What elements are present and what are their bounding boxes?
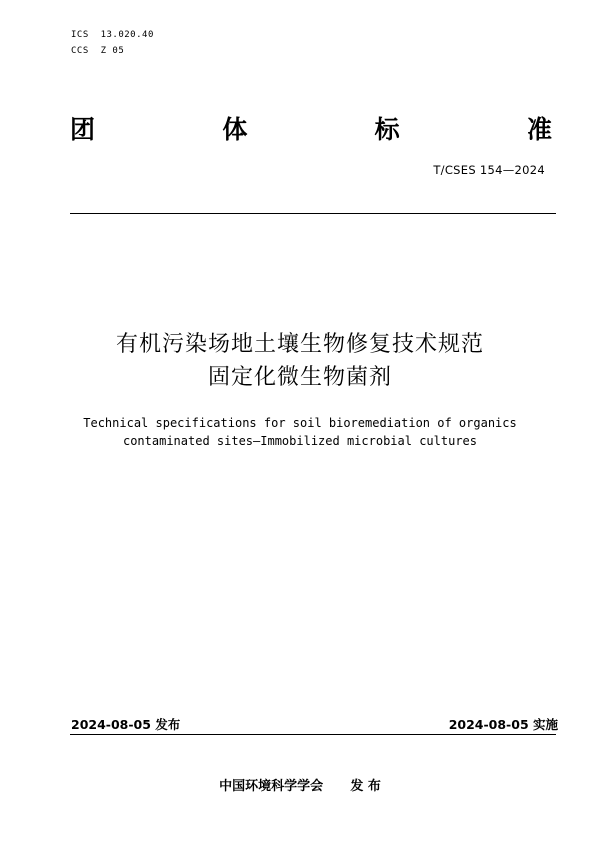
top-divider — [70, 213, 556, 214]
chinese-title-line-2: 固定化微生物菌剂 — [207, 365, 392, 390]
ics-code: ICS 13.020.40 — [71, 30, 154, 40]
standard-type-char: 准 — [526, 115, 552, 144]
publisher-line — [0, 775, 600, 794]
implementation-date: 2024-08-05 实施 — [448, 717, 558, 732]
standard-type-char: 体 — [222, 115, 248, 144]
publisher-action: 发 布 — [350, 779, 381, 794]
publisher-gap — [323, 779, 350, 794]
standard-type-char: 标 — [374, 115, 400, 144]
chinese-title-line-1: 有机污染场地土壤生物修复技术规范 — [115, 332, 484, 357]
english-title-line-1: Technical specifications for soil bioremediation of organics — [83, 416, 517, 430]
standard-code: T/CSES 154—2024 — [433, 163, 545, 177]
bottom-divider — [70, 734, 556, 735]
publisher-organization: 中国环境科学学会 — [219, 779, 324, 794]
ccs-code: CCS Z 05 — [71, 46, 125, 56]
release-date: 2024-08-05 发布 — [71, 717, 181, 732]
standard-type-title — [70, 113, 552, 147]
standard-type-char: 团 — [70, 115, 96, 144]
english-title-line-2: contaminated sites—Immobilized microbial cultures — [122, 434, 477, 448]
